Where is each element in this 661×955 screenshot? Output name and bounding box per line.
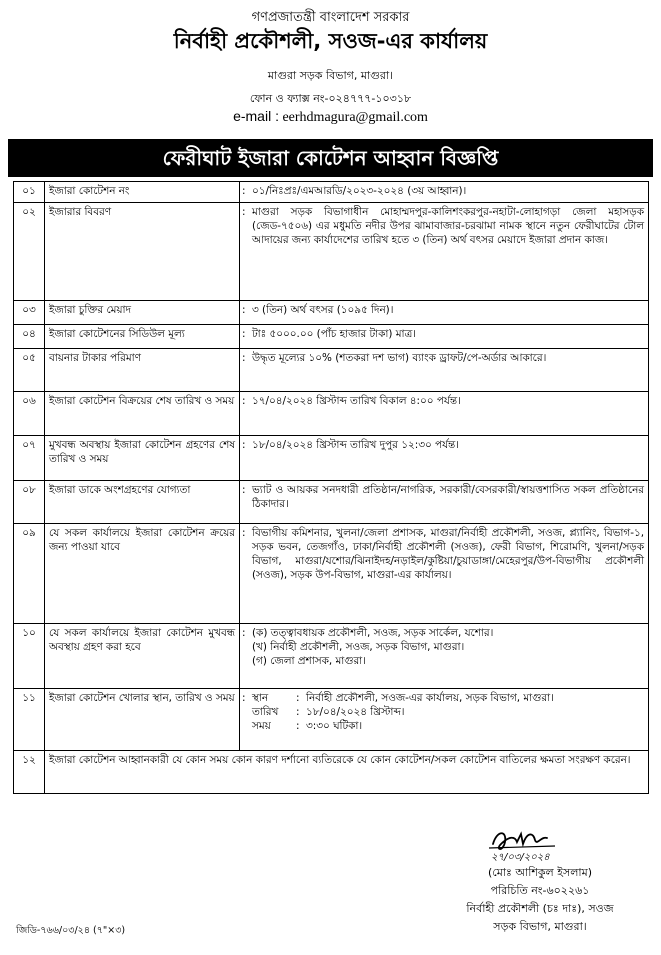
row-label: বায়নার টাকার পরিমাণ <box>45 349 240 392</box>
signatory-name: (মোঃ আশিকুল ইসলাম) <box>487 866 593 879</box>
government-heading: গণপ্রজাতন্ত্রী বাংলাদেশ সরকার <box>251 10 410 25</box>
row-value: : টাঃ ৫০০০.০০ (পাঁচ হাজার টাকা) মাত্র। <box>240 325 649 349</box>
table-row <box>14 349 649 392</box>
row-label: ইজারার বিবরণ <box>45 203 240 301</box>
table-row <box>14 301 649 325</box>
row-value: : উদ্ধৃত মূল্যের ১০% (শতকরা দশ ভাগ) ব্যাংক ড্রাফট/পে-অর্ডার আকারে। <box>240 349 649 392</box>
signature-image <box>485 824 565 864</box>
row-value: : স্থান : নির্বাহী প্রকৌশলী, সওজ-এর কার্যালয়, সড়ক বিভাগ, মাগুরা। তারিখ : ১৮/০৪/২০২৪ খ্রিস্টাব্দ। সময় : ৩:৩০ ঘটিকা। <box>240 689 649 751</box>
table-row <box>14 481 649 524</box>
table-row <box>14 325 649 349</box>
table-row <box>14 392 649 436</box>
row-value: : ০১/নিঃপ্রঃ/এমআরডি/২০২৩-২০২৪ (৩য় আহ্বান)। <box>240 182 649 203</box>
table-row <box>14 524 649 624</box>
row-value: : মাগুরা সড়ক বিভাগাধীন মোহাম্মদপুর-কালিশংকরপুর-নহাটা-লোহাগড়া জেলা মহাসড়ক (জেড-৭৫০৬) এর মধুমতি নদীর উপর ঝামাবাজার-চরঝামা নামক স্থানে নতুন ফেরীঘাটের টোল আদায়ের জন্য কার্যাদেশের তারিখ হতে ৩ (তিন) অর্থ বৎসর মেয়াদে ইজারা প্রদান কাজ। <box>240 203 649 301</box>
row-label: ইজারা কোটেশনের সিডিউল মূল্য <box>45 325 240 349</box>
table-row <box>14 689 649 751</box>
row-value: : বিভাগীয় কমিশনার, খুলনা/জেলা প্রশাসক, মাগুরা/নির্বাহী প্রকৌশলী, সওজ, প্ল্যানিং, বিভাগ-১, সড়ক ভবন, তেজগাঁও, ঢাকা/নির্বাহী প্রকৌশলী (সওজ), ফেরী বিভাগ, শিরোমণি, খুলনা/সড়ক বিভাগ, মাগুরা/যশোর/ঝিনাইদহ/নড়াইল/কুষ্টিয়া/চুয়াডাঙ্গা/মেহেরপুর/উপ-বিভাগীয় প্রকৌশলী (সওজ), সড়ক উপ-বিভাগ, মাগুরা-এর কার্যালয়। <box>240 524 649 624</box>
row-label: মুখবন্ধ অবস্থায় ইজারা কোটেশন গ্রহণের শেষ তারিখ ও সময় <box>45 436 240 481</box>
notice-table <box>13 181 649 794</box>
signature-date: ২৭/০৩/২০২৪ <box>491 852 550 863</box>
email-line <box>0 108 661 126</box>
row-label: ইজারা কোটেশন বিক্রয়ের শেষ তারিখ ও সময় <box>45 392 240 436</box>
signatory-id: পরিচিতি নং-৬০২২৬১ <box>490 884 590 897</box>
row-label: যে সকল কার্যালয়ে ইজারা কোটেশন মুখবন্ধ অবস্থায় গ্রহণ করা হবে <box>45 624 240 689</box>
department-address: মাগুরা সড়ক বিভাগ, মাগুরা। <box>267 69 394 82</box>
row-value: : ভ্যাট ও আয়কর সনদধারী প্রতিষ্ঠান/নাগরিক, সরকারী/বেসরকারী/স্বায়ত্তশাসিত সকল প্রতিষ্ঠানের ঠিকাদার। <box>240 481 649 524</box>
email-address[interactable]: eerhdmagura@gmail.com <box>282 110 428 125</box>
opening-place: স্থান : নির্বাহী প্রকৌশলী, সওজ-এর কার্যালয়, সড়ক বিভাগ, মাগুরা। <box>252 692 554 704</box>
opening-time: সময় : ৩:৩০ ঘটিকা। <box>252 720 363 732</box>
opening-date: তারিখ : ১৮/০৪/২০২৪ খ্রিস্টাব্দ। <box>252 706 405 718</box>
row-number: ১০ <box>14 624 45 689</box>
row-number: ০৭ <box>14 436 45 481</box>
receiving-office: (গ) জেলা প্রশাসক, মাগুরা। <box>252 655 366 667</box>
row-number: ০৪ <box>14 325 45 349</box>
row-number: ০৬ <box>14 392 45 436</box>
row-number: ০৮ <box>14 481 45 524</box>
table-row <box>14 182 649 203</box>
row-number: ১১ <box>14 689 45 751</box>
row-number: ০৫ <box>14 349 45 392</box>
email-label: e-mail : <box>233 108 279 124</box>
row-label: ইজারা কোটেশন খোলার স্থান, তারিখ ও সময় <box>45 689 240 751</box>
row-label: যে সকল কার্যালয়ে ইজারা কোটেশন ক্রয়ের জন্য পাওয়া যাবে <box>45 524 240 624</box>
row-number: ০৯ <box>14 524 45 624</box>
receiving-office: (ক) তত্ত্বাবধায়ক প্রকৌশলী, সওজ, সড়ক সার্কেল, যশোর। <box>252 627 494 639</box>
row-number: ০১ <box>14 182 45 203</box>
office-title: নির্বাহী প্রকৌশলী, সওজ-এর কার্যালয় <box>173 29 488 53</box>
row-value: : ১৭/০৪/২০২৪ খ্রিস্টাব্দ তারিখ বিকাল ৪:০০ পর্যন্ত। <box>240 392 649 436</box>
row-label: ইজারা চুক্তির মেয়াদ <box>45 301 240 325</box>
row-number: ০২ <box>14 203 45 301</box>
table-row <box>14 624 649 689</box>
row-label: ইজারা ডাকে অংশগ্রহণের যোগ্যতা <box>45 481 240 524</box>
row-value: : ৩ (তিন) অর্থ বৎসর (১০৯৫ দিন)। <box>240 301 649 325</box>
row-value: : ১৮/০৪/২০২৪ খ্রিস্টাব্দ তারিখ দুপুর ১২:৩০ পর্যন্ত। <box>240 436 649 481</box>
table-row <box>14 436 649 481</box>
cancellation-clause: ইজারা কোটেশন আহ্বানকারী যে কোন সময় কোন কারণ দর্শানো ব্যতিরেকে যে কোন কোটেশন/সকল কোটেশন বাতিলের ক্ষমতা সংরক্ষণ করেন। <box>45 751 649 794</box>
reference-number: জিডি-৭৬৬/০৩/২৪ (৭"×৩) <box>16 925 126 936</box>
row-number: ১২ <box>14 751 45 794</box>
notice-banner: ফেরীঘাট ইজারা কোটেশন আহ্বান বিজ্ঞপ্তি <box>8 139 653 177</box>
table-row <box>14 751 649 794</box>
table-row <box>14 203 649 301</box>
row-number: ০৩ <box>14 301 45 325</box>
row-value: : (ক) তত্ত্বাবধায়ক প্রকৌশলী, সওজ, সড়ক সার্কেল, যশোর। (খ) নির্বাহী প্রকৌশলী, সওজ, সড়ক বিভাগ, মাগুরা। (গ) জেলা প্রশাসক, মাগুরা। <box>240 624 649 689</box>
phone-fax: ফোন ও ফ্যাক্স নং-০২৪৭৭৭-১০৩১৮ <box>249 92 412 105</box>
signatory-designation: নির্বাহী প্রকৌশলী (চঃ দাঃ), সওজ <box>466 902 614 915</box>
signatory-office: সড়ক বিভাগ, মাগুরা। <box>493 920 587 933</box>
receiving-office: (খ) নির্বাহী প্রকৌশলী, সওজ, সড়ক বিভাগ, মাগুরা। <box>252 641 465 653</box>
row-label: ইজারা কোটেশন নং <box>45 182 240 203</box>
